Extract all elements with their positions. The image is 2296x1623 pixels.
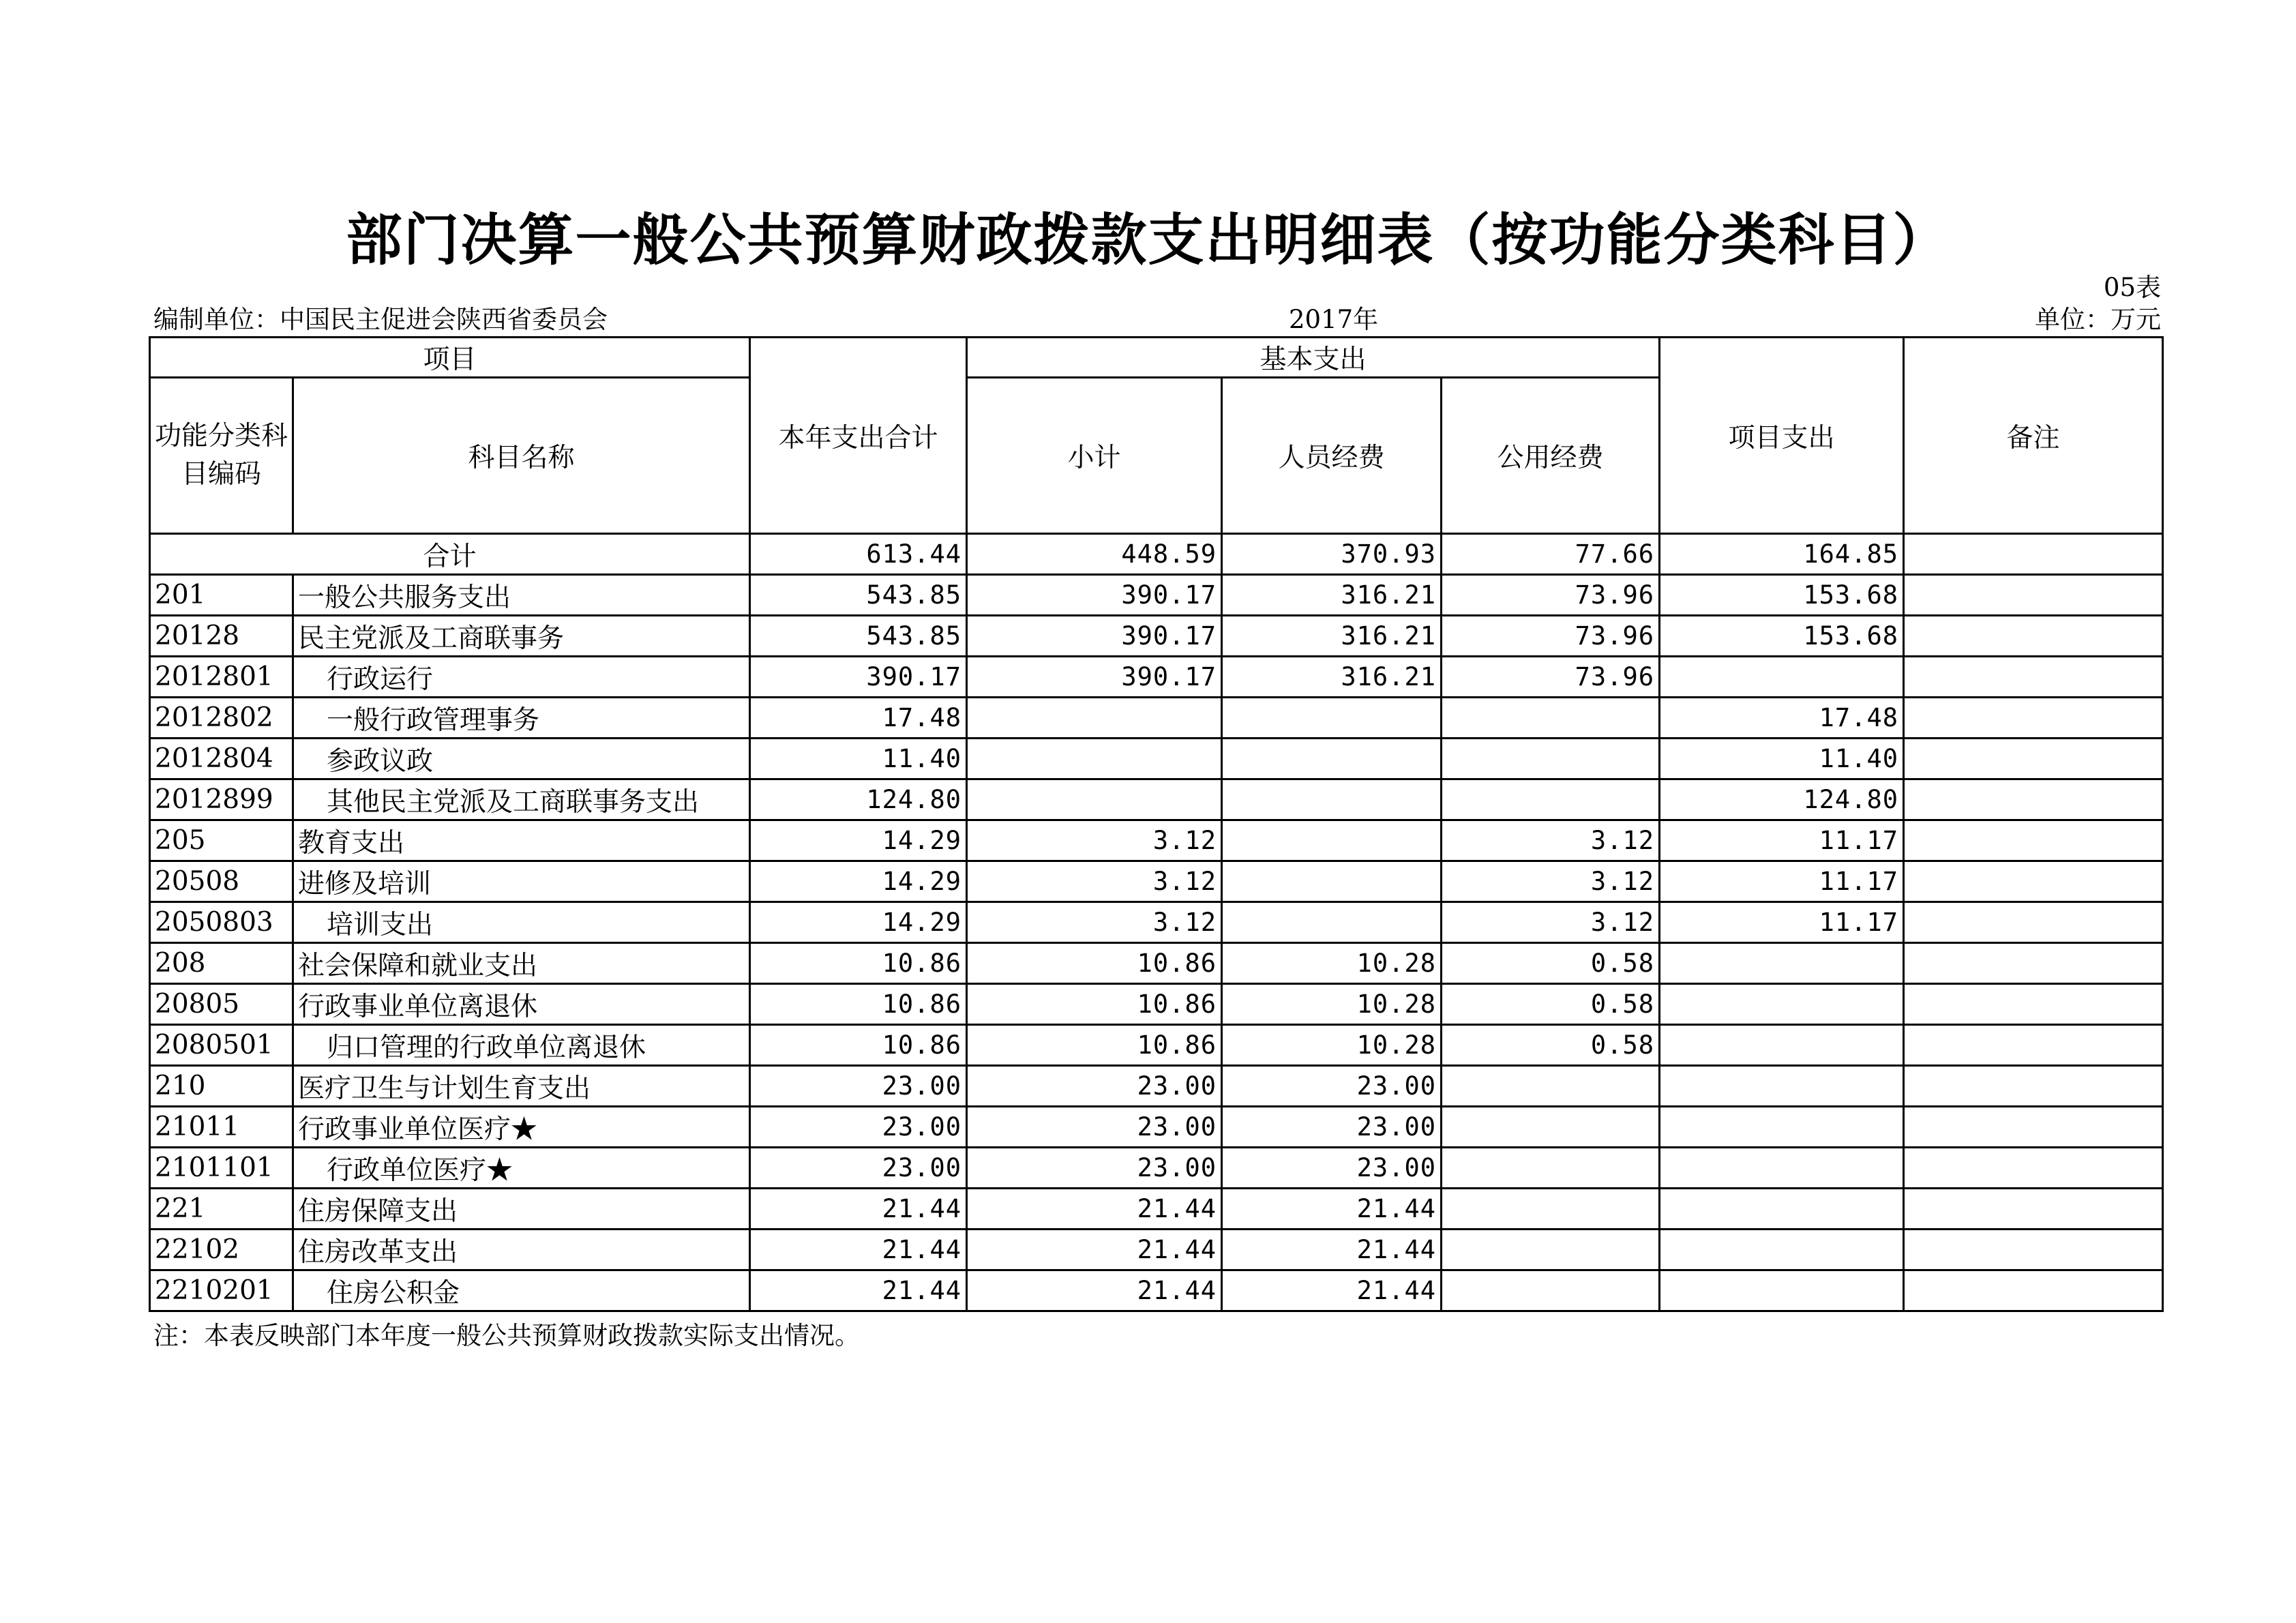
cell-public: 73.96 — [1442, 575, 1660, 616]
cell-public: 3.12 — [1442, 861, 1660, 902]
cell-note — [1904, 657, 2163, 698]
cell-name: 教育支出 — [293, 820, 750, 861]
header-project: 项目支出 — [1660, 338, 1904, 534]
cell-note — [1904, 1107, 2163, 1148]
cell-project — [1660, 1148, 1904, 1189]
cell-personnel — [1222, 698, 1442, 739]
cell-project — [1660, 943, 1904, 984]
cell-public — [1442, 739, 1660, 779]
table-row — [150, 657, 2163, 698]
table-row — [150, 616, 2163, 657]
expenditure-table — [149, 336, 2164, 1312]
cell-subtotal: 390.17 — [967, 616, 1222, 657]
cell-project — [1660, 1189, 1904, 1230]
cell-public — [1442, 779, 1660, 820]
cell-code: 205 — [150, 820, 293, 861]
total-row — [150, 534, 2163, 575]
cell-code: 2012899 — [150, 779, 293, 820]
cell-project — [1660, 1230, 1904, 1270]
cell-project — [1660, 1107, 1904, 1148]
cell-total: 21.44 — [750, 1189, 967, 1230]
cell-personnel: 23.00 — [1222, 1066, 1442, 1107]
cell-code: 20805 — [150, 984, 293, 1025]
cell-subtotal — [967, 698, 1222, 739]
cell-public — [1442, 1270, 1660, 1311]
cell-personnel: 23.00 — [1222, 1107, 1442, 1148]
cell-total: 10.86 — [750, 1025, 967, 1066]
total-label: 合计 — [150, 534, 750, 575]
cell-code: 2050803 — [150, 902, 293, 943]
cell-note — [1904, 1148, 2163, 1189]
total-note — [1904, 534, 2163, 575]
cell-project: 17.48 — [1660, 698, 1904, 739]
cell-note — [1904, 698, 2163, 739]
table-row — [150, 1107, 2163, 1148]
cell-subtotal: 3.12 — [967, 861, 1222, 902]
cell-note — [1904, 902, 2163, 943]
cell-public: 73.96 — [1442, 657, 1660, 698]
cell-total: 10.86 — [750, 943, 967, 984]
cell-code: 2012801 — [150, 657, 293, 698]
cell-project: 11.17 — [1660, 902, 1904, 943]
cell-personnel: 316.21 — [1222, 575, 1442, 616]
cell-public: 0.58 — [1442, 943, 1660, 984]
cell-subtotal: 10.86 — [967, 1025, 1222, 1066]
cell-total: 11.40 — [750, 739, 967, 779]
cell-note — [1904, 1025, 2163, 1066]
cell-project — [1660, 1025, 1904, 1066]
cell-code: 208 — [150, 943, 293, 984]
cell-project: 11.17 — [1660, 820, 1904, 861]
table-row — [150, 575, 2163, 616]
cell-total: 23.00 — [750, 1148, 967, 1189]
cell-project — [1660, 1270, 1904, 1311]
cell-name: 住房公积金 — [293, 1270, 750, 1311]
cell-name: 住房保障支出 — [293, 1189, 750, 1230]
header-subtotal: 小计 — [967, 378, 1222, 534]
total-subtotal: 448.59 — [967, 534, 1222, 575]
cell-subtotal: 21.44 — [967, 1270, 1222, 1311]
cell-personnel: 10.28 — [1222, 984, 1442, 1025]
cell-total: 10.86 — [750, 984, 967, 1025]
cell-public: 73.96 — [1442, 616, 1660, 657]
cell-name: 行政事业单位离退休 — [293, 984, 750, 1025]
cell-subtotal: 10.86 — [967, 984, 1222, 1025]
cell-project: 11.17 — [1660, 861, 1904, 902]
header-note: 备注 — [1904, 338, 2163, 534]
cell-name: 培训支出 — [293, 902, 750, 943]
cell-project: 153.68 — [1660, 575, 1904, 616]
cell-note — [1904, 779, 2163, 820]
table-row — [150, 1025, 2163, 1066]
cell-total: 23.00 — [750, 1066, 967, 1107]
cell-note — [1904, 861, 2163, 902]
cell-public — [1442, 698, 1660, 739]
table-row — [150, 1189, 2163, 1230]
total-public: 77.66 — [1442, 534, 1660, 575]
table-row — [150, 902, 2163, 943]
header-personnel: 人员经费 — [1222, 378, 1442, 534]
table-row — [150, 1270, 2163, 1311]
cell-total: 17.48 — [750, 698, 967, 739]
cell-project: 124.80 — [1660, 779, 1904, 820]
cell-personnel: 21.44 — [1222, 1189, 1442, 1230]
cell-code: 201 — [150, 575, 293, 616]
cell-name: 一般公共服务支出 — [293, 575, 750, 616]
cell-personnel: 10.28 — [1222, 1025, 1442, 1066]
cell-subtotal — [967, 739, 1222, 779]
total-project: 164.85 — [1660, 534, 1904, 575]
cell-personnel: 23.00 — [1222, 1148, 1442, 1189]
cell-personnel: 10.28 — [1222, 943, 1442, 984]
cell-subtotal — [967, 779, 1222, 820]
cell-name: 行政事业单位医疗★ — [293, 1107, 750, 1148]
page-title: 部门决算一般公共预算财政拨款支出明细表（按功能分类科目） — [346, 208, 1950, 273]
header-item: 项目 — [150, 338, 750, 378]
cell-note — [1904, 820, 2163, 861]
header-code: 功能分类科目编码 — [150, 378, 293, 534]
currency-unit: 单位：万元 — [2035, 305, 2161, 334]
cell-personnel — [1222, 779, 1442, 820]
table-row — [150, 861, 2163, 902]
cell-public: 3.12 — [1442, 902, 1660, 943]
table-row — [150, 1230, 2163, 1270]
cell-total: 543.85 — [750, 616, 967, 657]
cell-personnel — [1222, 902, 1442, 943]
cell-name: 一般行政管理事务 — [293, 698, 750, 739]
cell-subtotal: 23.00 — [967, 1066, 1222, 1107]
cell-total: 21.44 — [750, 1230, 967, 1270]
table-row — [150, 739, 2163, 779]
cell-code: 2101101 — [150, 1148, 293, 1189]
table-row — [150, 984, 2163, 1025]
cell-name: 行政运行 — [293, 657, 750, 698]
cell-total: 124.80 — [750, 779, 967, 820]
cell-public — [1442, 1107, 1660, 1148]
cell-subtotal: 21.44 — [967, 1230, 1222, 1270]
cell-total: 390.17 — [750, 657, 967, 698]
cell-name: 社会保障和就业支出 — [293, 943, 750, 984]
cell-total: 14.29 — [750, 820, 967, 861]
report-year: 2017年 — [1289, 305, 1379, 334]
cell-public: 0.58 — [1442, 984, 1660, 1025]
table-number: 05表 — [2103, 273, 2161, 302]
table-row — [150, 698, 2163, 739]
table-row — [150, 1066, 2163, 1107]
cell-personnel — [1222, 820, 1442, 861]
cell-note — [1904, 1189, 2163, 1230]
cell-note — [1904, 616, 2163, 657]
cell-total: 14.29 — [750, 861, 967, 902]
cell-personnel — [1222, 739, 1442, 779]
cell-subtotal: 23.00 — [967, 1148, 1222, 1189]
cell-project — [1660, 984, 1904, 1025]
cell-subtotal: 390.17 — [967, 657, 1222, 698]
cell-code: 210 — [150, 1066, 293, 1107]
cell-personnel: 21.44 — [1222, 1230, 1442, 1270]
cell-name: 进修及培训 — [293, 861, 750, 902]
cell-public — [1442, 1148, 1660, 1189]
cell-code: 2210201 — [150, 1270, 293, 1311]
cell-subtotal: 23.00 — [967, 1107, 1222, 1148]
footnote: 注：本表反映部门本年度一般公共预算财政拨款实际支出情况。 — [153, 1321, 860, 1350]
cell-subtotal: 21.44 — [967, 1189, 1222, 1230]
cell-note — [1904, 984, 2163, 1025]
cell-subtotal: 10.86 — [967, 943, 1222, 984]
cell-project: 153.68 — [1660, 616, 1904, 657]
reporting-unit: 编制单位：中国民主促进会陕西省委员会 — [153, 305, 608, 334]
cell-name: 行政单位医疗★ — [293, 1148, 750, 1189]
cell-total: 14.29 — [750, 902, 967, 943]
cell-total: 21.44 — [750, 1270, 967, 1311]
table-row — [150, 820, 2163, 861]
cell-personnel: 21.44 — [1222, 1270, 1442, 1311]
cell-project: 11.40 — [1660, 739, 1904, 779]
total-total: 613.44 — [750, 534, 967, 575]
cell-code: 221 — [150, 1189, 293, 1230]
cell-project — [1660, 657, 1904, 698]
cell-public — [1442, 1066, 1660, 1107]
cell-public: 0.58 — [1442, 1025, 1660, 1066]
cell-note — [1904, 1230, 2163, 1270]
header-basic: 基本支出 — [967, 338, 1660, 378]
cell-name: 参政议政 — [293, 739, 750, 779]
cell-note — [1904, 1270, 2163, 1311]
cell-note — [1904, 943, 2163, 984]
table-row — [150, 1148, 2163, 1189]
cell-public: 3.12 — [1442, 820, 1660, 861]
cell-total: 23.00 — [750, 1107, 967, 1148]
cell-name: 其他民主党派及工商联事务支出 — [293, 779, 750, 820]
cell-code: 21011 — [150, 1107, 293, 1148]
cell-code: 20128 — [150, 616, 293, 657]
cell-note — [1904, 739, 2163, 779]
table-row — [150, 943, 2163, 984]
cell-project — [1660, 1066, 1904, 1107]
cell-total: 543.85 — [750, 575, 967, 616]
cell-name: 归口管理的行政单位离退休 — [293, 1025, 750, 1066]
header-public: 公用经费 — [1442, 378, 1660, 534]
header-total: 本年支出合计 — [750, 338, 967, 534]
cell-subtotal: 390.17 — [967, 575, 1222, 616]
cell-personnel: 316.21 — [1222, 657, 1442, 698]
cell-name: 住房改革支出 — [293, 1230, 750, 1270]
cell-note — [1904, 1066, 2163, 1107]
cell-personnel — [1222, 861, 1442, 902]
header-name: 科目名称 — [293, 378, 750, 534]
cell-code: 22102 — [150, 1230, 293, 1270]
cell-code: 2012804 — [150, 739, 293, 779]
cell-code: 2012802 — [150, 698, 293, 739]
cell-code: 20508 — [150, 861, 293, 902]
cell-public — [1442, 1230, 1660, 1270]
cell-code: 2080501 — [150, 1025, 293, 1066]
total-personnel: 370.93 — [1222, 534, 1442, 575]
cell-personnel: 316.21 — [1222, 616, 1442, 657]
cell-subtotal: 3.12 — [967, 820, 1222, 861]
cell-public — [1442, 1189, 1660, 1230]
cell-name: 医疗卫生与计划生育支出 — [293, 1066, 750, 1107]
table-row — [150, 779, 2163, 820]
cell-subtotal: 3.12 — [967, 902, 1222, 943]
cell-name: 民主党派及工商联事务 — [293, 616, 750, 657]
cell-note — [1904, 575, 2163, 616]
